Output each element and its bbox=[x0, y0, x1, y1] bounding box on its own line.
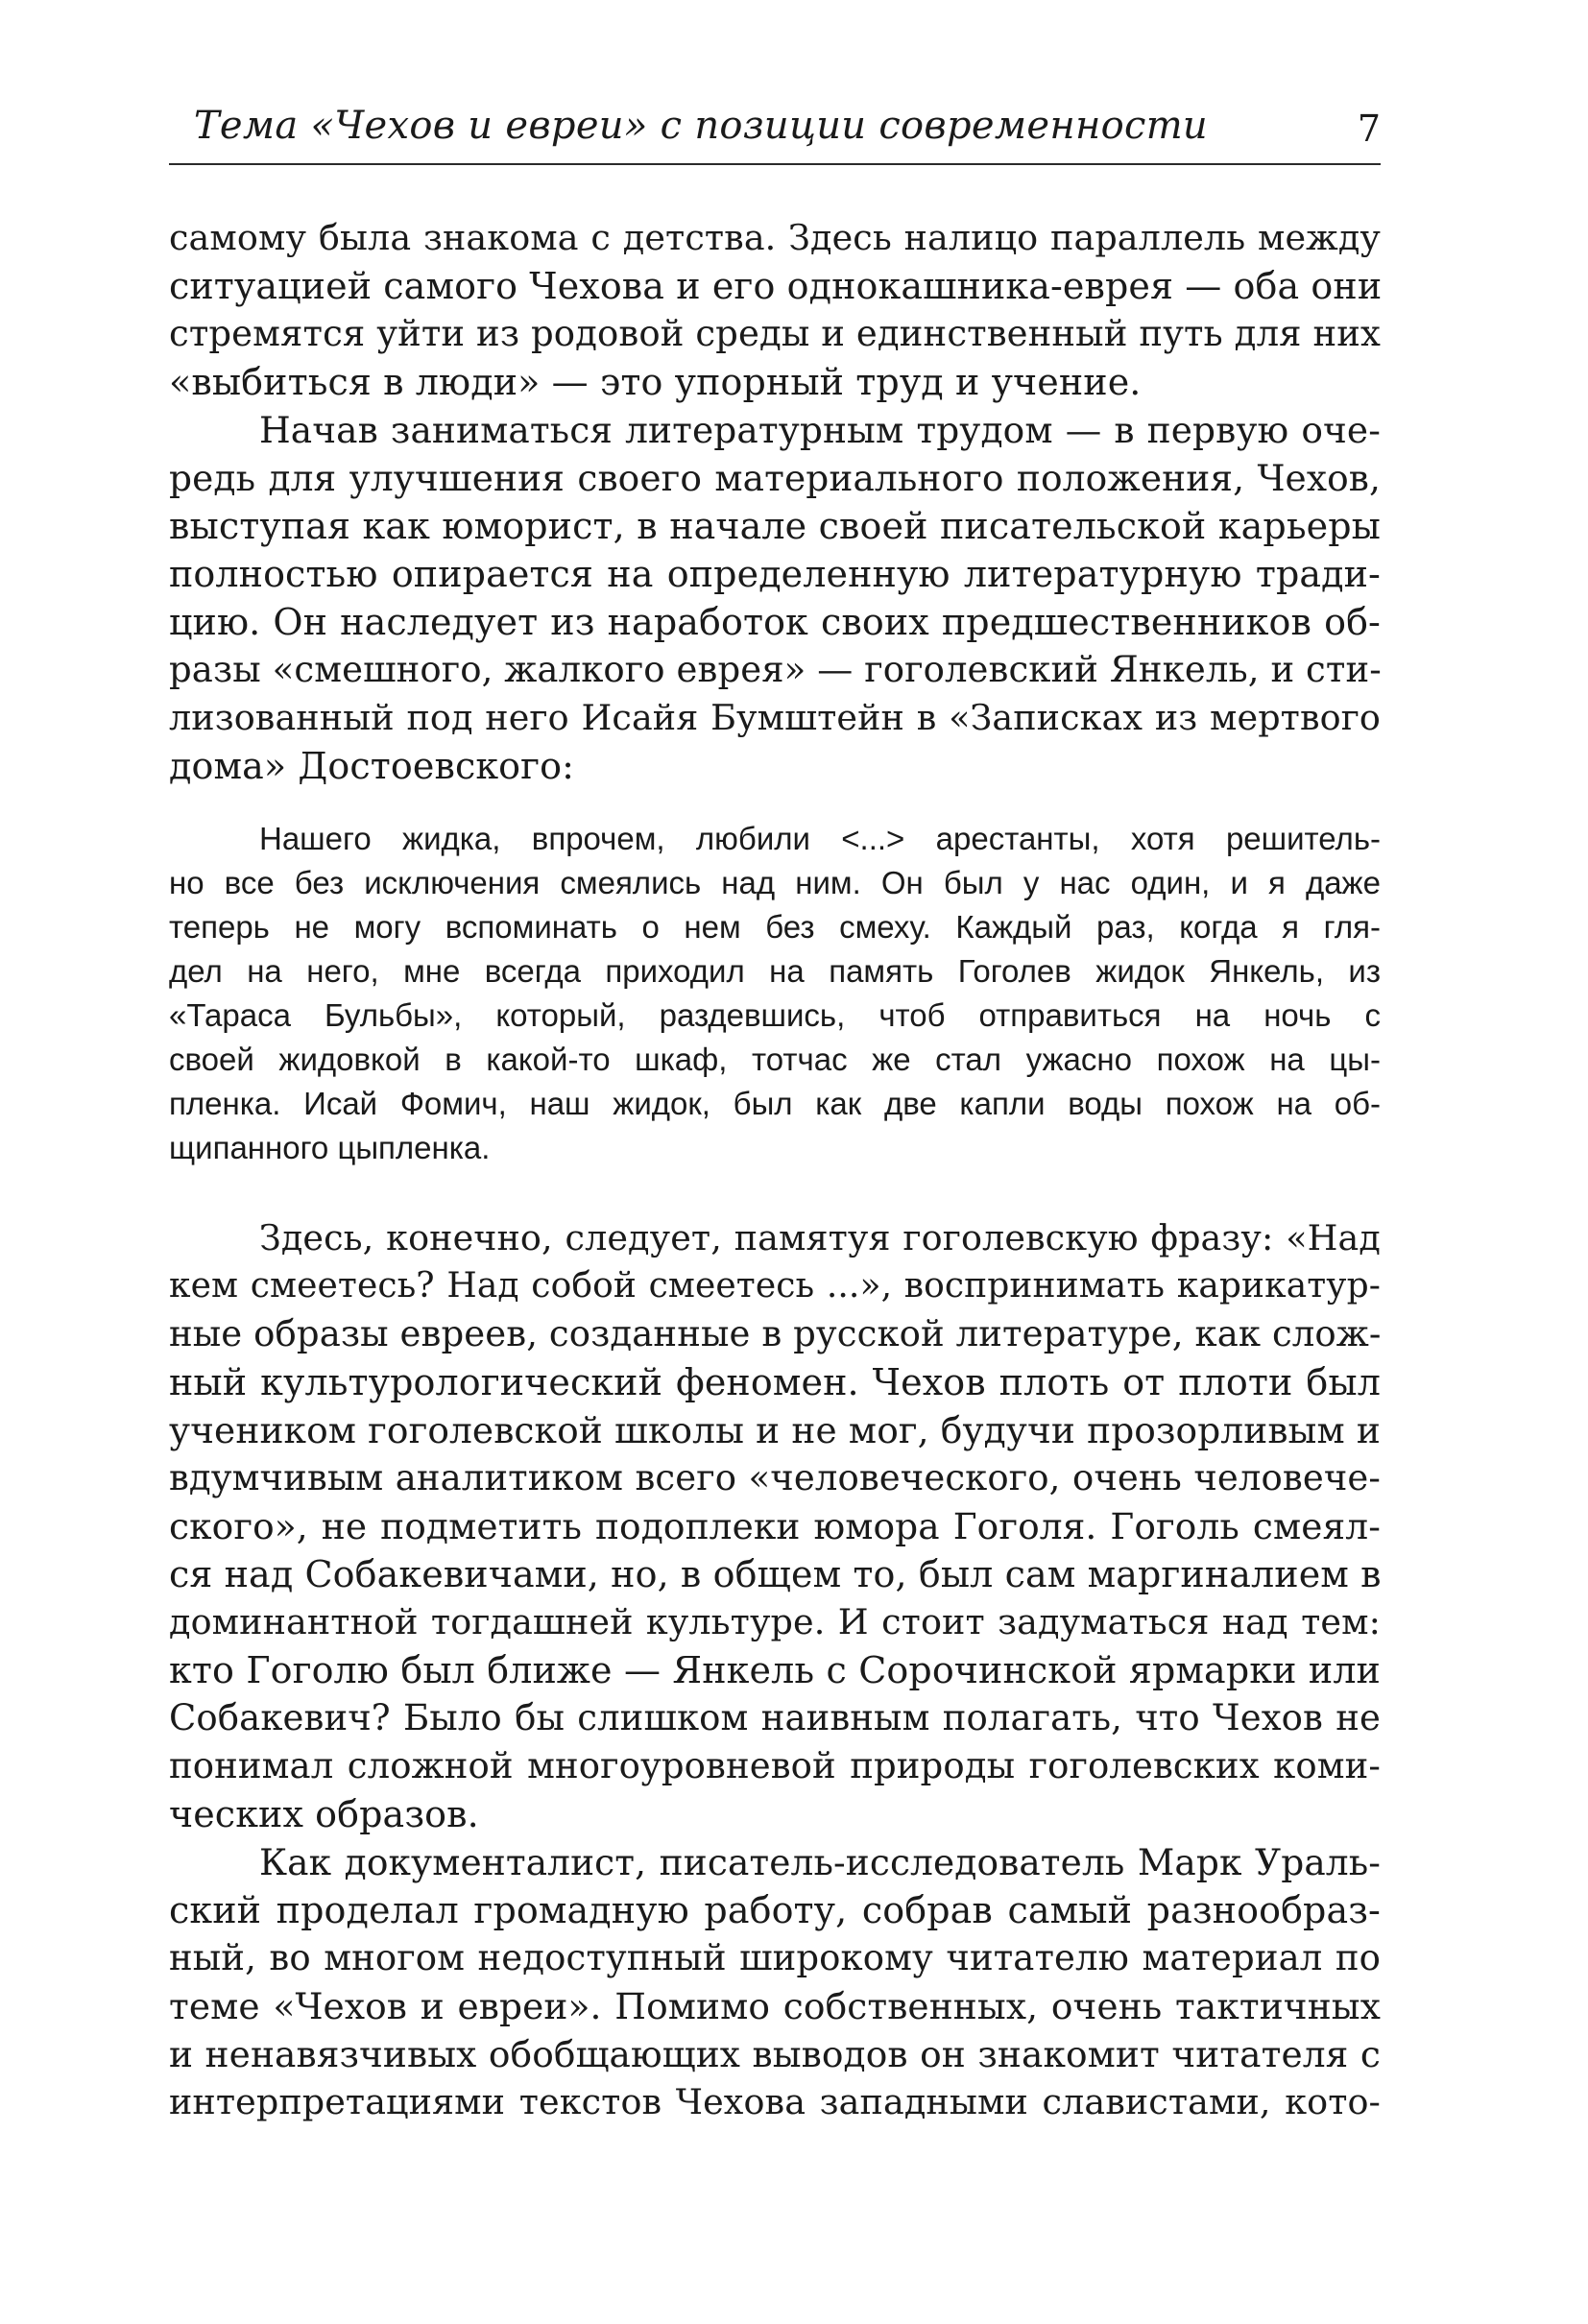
running-title: Тема «Чехов и евреи» с позиции современности bbox=[193, 104, 1208, 148]
text-line: редь для улучшения своего материального положения, Чехов, bbox=[169, 457, 1381, 499]
text-line: ный культурологический феномен. Чехов плоть от плоти был bbox=[169, 1361, 1381, 1403]
text-line: кем смеетесь? Над собой смеетесь ...», воспринимать карикатур- bbox=[169, 1266, 1381, 1306]
text-line: ся над Собакевичами, но, в общем то, был сам маргиналием в bbox=[169, 1553, 1382, 1595]
text-line: ные образы евреев, созданные в русской литературе, как слож- bbox=[169, 1313, 1382, 1354]
text-line: «выбиться в люди» — это упорный труд и учение. bbox=[169, 361, 1142, 403]
text-line: Собакевич? Было бы слишком наивным полагать, что Чехов не bbox=[169, 1697, 1381, 1738]
running-header bbox=[169, 96, 1381, 165]
text-line: вдумчивым аналитиком всего «человеческого, очень человече- bbox=[169, 1457, 1381, 1498]
text-line: дома» Достоевского: bbox=[169, 745, 575, 787]
text-line: Здесь, конечно, следует, памятуя гоголевскую фразу: «Над bbox=[259, 1217, 1381, 1258]
text-line: ситуацией самого Чехова и его однокашника-еврея — оба они bbox=[169, 265, 1383, 307]
text-line: цию. Он наследует из наработок своих предшественников об- bbox=[169, 601, 1381, 643]
quote-line: пленка. Исай Фомич, наш жидок, был как две капли воды похож на об- bbox=[169, 1086, 1381, 1121]
text-line: доминантной тогдашней культуре. И стоит задуматься над тем: bbox=[169, 1601, 1381, 1642]
text-line: полностью опирается на определенную литературную тради- bbox=[169, 553, 1381, 595]
text-line: ский проделал громадную работу, собрав самый разнообраз- bbox=[169, 1889, 1381, 1931]
text-line: самому была знакома с детства. Здесь налицо параллель между bbox=[169, 217, 1381, 258]
text-line: ческих образов. bbox=[169, 1793, 479, 1835]
quote-line: дел на него, мне всегда приходил на память Гоголев жидок Янкель, из bbox=[169, 953, 1381, 989]
text-line: лизованный под него Исайя Бумштейн в «Записках из мертвого bbox=[169, 697, 1381, 738]
page-number: 7 bbox=[1357, 108, 1381, 150]
text-line: теме «Чехов и евреи». Помимо собственных, очень тактичных bbox=[169, 1985, 1381, 2027]
text-line: ный, во многом недоступный широкому читателю материал по bbox=[169, 1937, 1381, 1978]
text-line: Начав заниматься литературным трудом — в первую оче- bbox=[259, 409, 1381, 451]
text-line: Как документалист, писатель-исследователь Марк Ураль- bbox=[259, 1841, 1381, 1883]
text-line: стремятся уйти из родовой среды и единственный путь для них bbox=[169, 313, 1381, 354]
text-line: кто Гоголю был ближе — Янкель с Сорочинской ярмарки или bbox=[169, 1649, 1381, 1691]
text-line: ского», не подметить подоплеки юмора Гоголя. Гоголь смеял- bbox=[169, 1505, 1381, 1547]
text-line: и ненавязчивых обобщающих выводов он знакомит читателя с bbox=[169, 2033, 1381, 2075]
text-line: разы «смешного, жалкого еврея» — гоголевский Янкель, и сти- bbox=[169, 649, 1382, 690]
quote-line: теперь не могу вспоминать о нем без смеху. Каждый раз, когда я гля- bbox=[169, 909, 1381, 945]
text-line: понимал сложной многоуровневой природы гоголевских коми- bbox=[169, 1745, 1381, 1786]
text-line: выступая как юморист, в начале своей писательской карьеры bbox=[169, 505, 1381, 547]
quote-line: своей жидовкой в какой-то шкаф, тотчас же стал ужасно похож на цы- bbox=[169, 1042, 1381, 1077]
text-line: интерпретациями текстов Чехова западными славистами, кото- bbox=[169, 2081, 1381, 2122]
quote-line: но все без исключения смеялись над ним. Он был у нас один, и я даже bbox=[169, 865, 1381, 900]
quote-line: Нашего жидка, впрочем, любили <...> арестанты, хотя решитель- bbox=[259, 821, 1381, 856]
text-line: учеником гоголевской школы и не мог, будучи прозорливым и bbox=[169, 1409, 1381, 1451]
quote-line: щипанного цыпленка. bbox=[169, 1130, 491, 1165]
quote-line: «Тараса Бульбы», который, раздевшись, чтоб отправиться на ночь с bbox=[169, 997, 1381, 1033]
